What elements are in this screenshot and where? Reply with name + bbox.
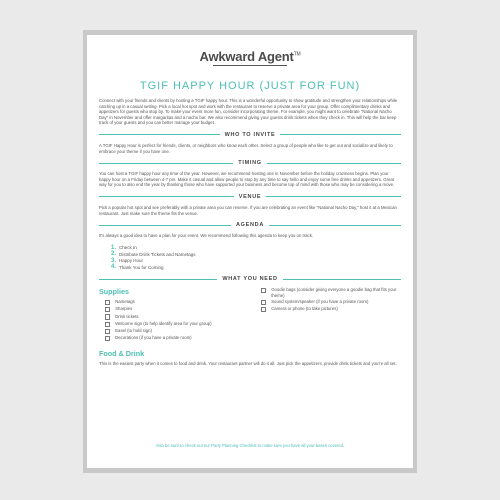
section-rule-left [99, 196, 234, 197]
brand-logo-text: Awkward Agent [199, 49, 294, 64]
agenda-label: Distribute Drink Tickets and Nametags [119, 251, 196, 257]
section-rule-right [269, 225, 401, 226]
checklist-item [261, 299, 401, 305]
checkbox[interactable] [105, 322, 110, 327]
section-rule-left [99, 134, 220, 135]
checklist-item [261, 306, 401, 312]
checkbox[interactable] [105, 307, 110, 312]
section-header-venue [99, 194, 401, 200]
trademark-mark: TM [293, 51, 301, 58]
agenda-label: Thank You for Coming [119, 264, 164, 270]
footer-note: Also be sure to check out our Party Planning Checklist to make sure you have all your bases covered. [155, 443, 345, 448]
timing-paragraph: You can host a TGIF happy hour any time of the year. However, we recommend hosting one in November before the holiday craziness begins. Plan your happy hour on a Friday between 4-7 pm. Make it casual and allow people to stop by any time to say hello and enjoy some free drinks and appetizers. Great way for you to also end the year by thanking those who have supported your business and become top of mind with those who may be considering a move. [99, 171, 395, 188]
checklist-label: Welcome sign (to help identify area for your group) [115, 320, 212, 326]
section-rule-right [266, 196, 401, 197]
intro-paragraph: Connect with your friends and clients by hosting a TGIF happy hour. This is a wonderful opportunity to show gratitude and strengthen your relationships while catching up in a casual setting. Pick a local hot spot and work with the restaurant to reserve a private area for your group. Offer complimentary drinks and appetizers for guests who stop by. To make your event more fun, consider incorporating theme. For example, you might want to celebrate "National Nacho Day" in November and offer margaritas and a nacho bar. We also recommend giving your guests drink tickets when they check in. This will help the bar keep track of your guests and you can better manage your budget. [99, 98, 398, 126]
agenda-number: 3. [111, 257, 117, 264]
section-title-need: WHAT YOU NEED [222, 276, 278, 283]
section-rule-left [99, 225, 231, 226]
checkbox[interactable] [261, 288, 266, 293]
supplies-column-right [255, 287, 401, 342]
section-rule-right [280, 134, 401, 135]
checklist-label: Sound system/speaker (if you have a private room) [271, 299, 369, 305]
agenda-number: 2. [111, 251, 117, 258]
agenda-number: 4. [111, 264, 117, 271]
section-rule-right [283, 279, 401, 280]
checkbox[interactable] [105, 329, 110, 334]
section-header-need [99, 276, 401, 282]
checklist-label: Camera or phone (to take pictures) [271, 306, 338, 312]
section-header-timing [99, 160, 401, 166]
supplies-checklist-left [105, 299, 245, 341]
agenda-number: 1. [111, 244, 117, 251]
agenda-paragraph: It's always a good idea to have a plan for your event. We recommend following this agenda to keep you on track. [99, 233, 314, 239]
checklist-item [105, 314, 245, 320]
document-page [87, 35, 413, 468]
section-title-invite: WHO TO INVITE [224, 131, 276, 138]
checkbox[interactable] [105, 300, 110, 305]
section-rule-left [99, 279, 217, 280]
checklist-label: Decorations (if you have a private room) [115, 335, 192, 341]
section-header-agenda [99, 222, 401, 228]
agenda-label: Happy Hour [119, 258, 144, 264]
supplies-checklist-right [261, 287, 401, 312]
brand-logo [99, 49, 401, 64]
agenda-label: Check In [119, 245, 137, 251]
checkbox[interactable] [105, 336, 110, 341]
checkbox[interactable] [261, 300, 266, 305]
checklist-label: Drink tickets [115, 313, 139, 319]
checklist-label: Nametags [115, 299, 135, 305]
section-rule-right [267, 163, 401, 164]
agenda-list [111, 245, 401, 271]
checklist-item [105, 299, 245, 305]
checklist-label: Easel (to hold sign) [115, 327, 152, 333]
food-drink-paragraph: This is the easiest party when it comes to food and drink. Your restaurant partner will do it all. Just pick the appetizers, provide drink tickets and you're all set. [99, 361, 397, 367]
section-title-timing: TIMING [238, 160, 262, 167]
section-title-agenda: AGENDA [235, 222, 265, 229]
section-header-invite [99, 132, 401, 138]
checkbox[interactable] [105, 314, 110, 319]
page-title: TGIF HAPPY HOUR (JUST FOR FUN) [139, 80, 361, 92]
supplies-column-left [99, 287, 245, 342]
checkbox[interactable] [261, 307, 266, 312]
checklist-label: Goodie bags (consider giving everyone a goodie bag that fits your theme) [271, 287, 397, 298]
logo-underline [213, 65, 287, 66]
invite-paragraph: A TGIF Happy Hour is perfect for friends, clients, or neighbors who know each other. Select a group of people who like to get out and socialize and likely to embrace your theme if you have one. [99, 142, 393, 154]
agenda-item [111, 264, 401, 270]
food-drink-heading: Food & Drink [99, 349, 145, 359]
supplies-heading: Supplies [99, 287, 129, 297]
checklist-item [105, 328, 245, 334]
checklist-item [261, 287, 401, 298]
checklist-item [105, 321, 245, 327]
checklist-item [105, 335, 245, 341]
supplies-columns [99, 287, 401, 342]
checklist-label: Sharpies [115, 306, 133, 312]
section-title-venue: VENUE [238, 193, 262, 200]
section-rule-left [99, 163, 233, 164]
venue-paragraph: Pick a popular hot spot and see preferably with a private area you can reserve. If you are celebrating an event like "National Nacho Day," host it at a Mexican restaurant. Just make sure the theme fits the venue. [99, 204, 397, 216]
checklist-item [105, 306, 245, 312]
